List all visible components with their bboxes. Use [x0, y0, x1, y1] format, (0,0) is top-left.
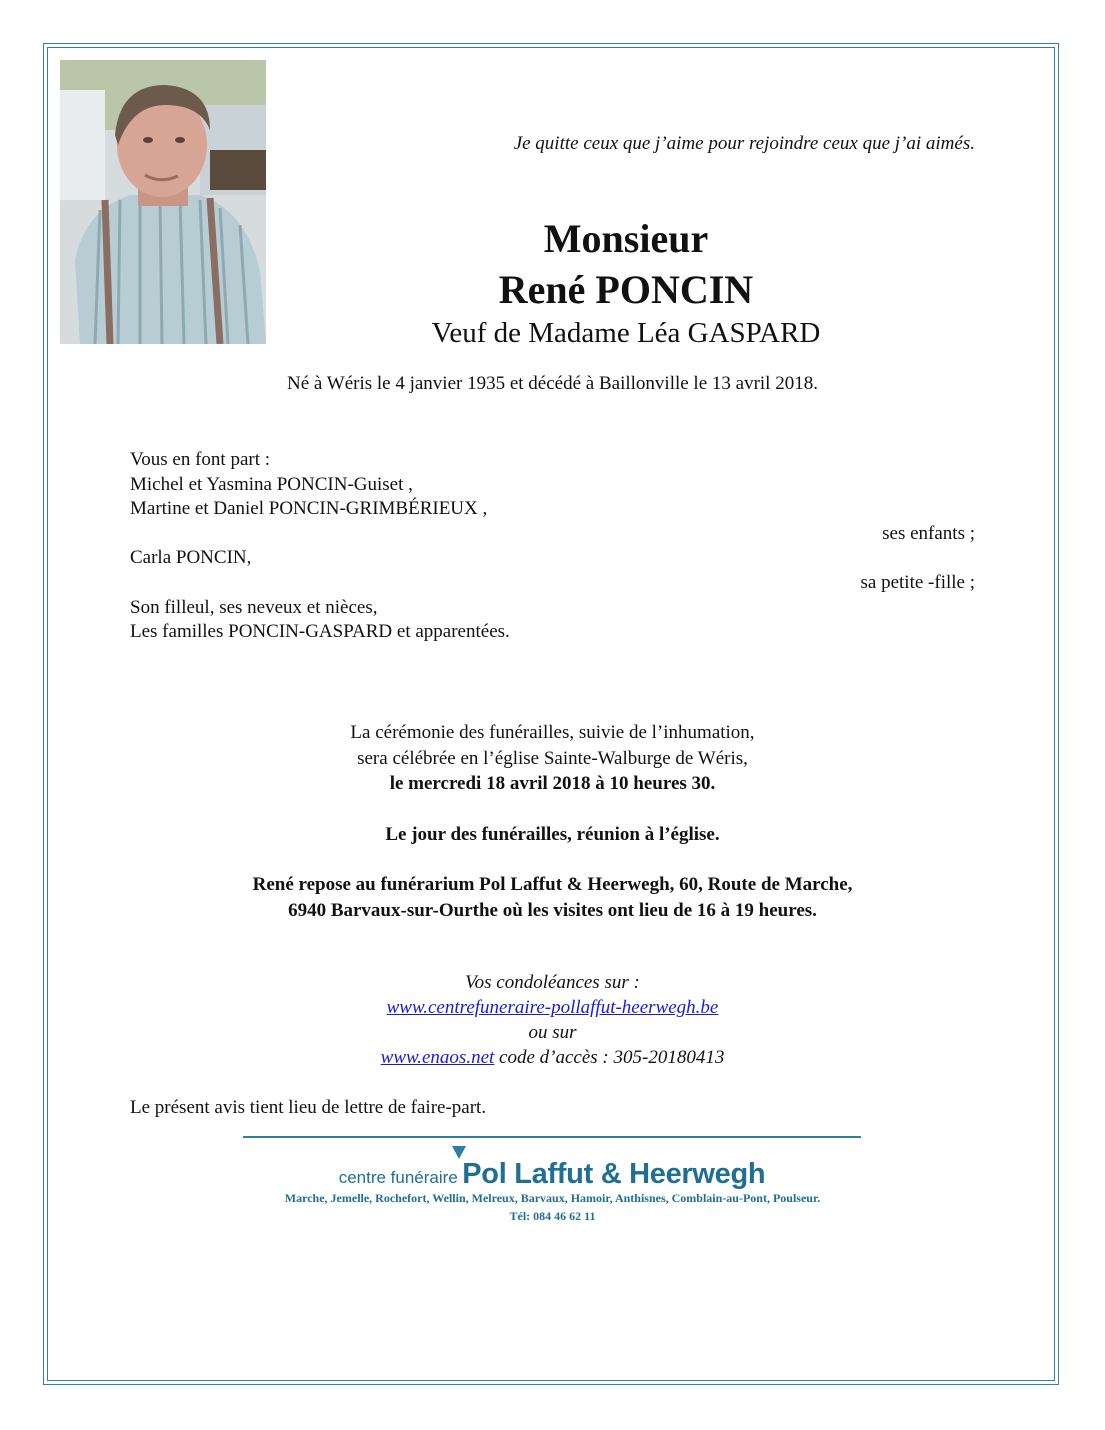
family-children-role: ses enfants ;: [882, 522, 975, 544]
family-others-1: Son filleul, ses neveux et nièces,: [130, 596, 378, 618]
logo-brand-text: Pol Laffut & Heerwegh: [462, 1158, 766, 1190]
portrait-photo: [60, 60, 266, 344]
footer-phone: Tél: 084 46 62 11: [509, 1209, 596, 1223]
condolences-intro: Vos condoléances sur :: [465, 972, 640, 993]
birth-death-line: Né à Wéris le 4 janvier 1935 et décédé à Baillonville le 13 avril 2018.: [287, 373, 818, 394]
title-name: René PONCIN: [498, 267, 754, 312]
ceremony-line-2: sera célébrée en l’église Sainte-Walburge de Wéris,: [357, 747, 748, 769]
footer-locations: Marche, Jemelle, Rochefort, Wellin, Melreux, Barvaux, Hamoir, Anthisnes, Comblain-au-Pont, Poulseur.: [284, 1191, 821, 1205]
funeral-center-logo: [243, 1158, 861, 1191]
condolences-link-enaos[interactable]: www.enaos.net: [380, 1047, 495, 1068]
logo-small-text: centre funéraire: [338, 1168, 458, 1187]
title-salutation: Monsieur: [543, 216, 709, 261]
family-others-2: Les familles PONCIN-GASPARD et apparentées.: [130, 621, 510, 643]
ceremony-gathering: Le jour des funérailles, réunion à l’église.: [385, 823, 720, 845]
ceremony-date: le mercredi 18 avril 2018 à 10 heures 30.: [389, 773, 716, 794]
widow-line: Veuf de Madame Léa GASPARD: [431, 317, 821, 349]
portrait-photo-graphic: [60, 60, 266, 344]
condolences-link-funeral-center[interactable]: www.centrefuneraire-pollaffut-heerwegh.be: [386, 997, 719, 1018]
family-children-2: Martine et Daniel PONCIN-GRIMBÉRIEUX ,: [130, 498, 488, 520]
footer-divider: [243, 1136, 861, 1138]
family-intro: Vous en font part :: [130, 449, 271, 470]
family-children-1: Michel et Yasmina PONCIN-Guiset ,: [130, 473, 413, 495]
ceremony-rest-2: 6940 Barvaux-sur-Ourthe où les visites ont lieu de 16 à 19 heures.: [288, 899, 817, 921]
condolences-access-code: code d’accès : 305-20180413: [494, 1047, 725, 1068]
epitaph-quote: Je quitte ceux que j’aime pour rejoindre ceux que j’ai aimés.: [513, 133, 975, 154]
family-grandchild: Carla PONCIN,: [130, 547, 252, 569]
ceremony-rest-1: René repose au funérarium Pol Laffut & Heerwegh, 60, Route de Marche,: [252, 874, 853, 895]
ceremony-details: [130, 720, 975, 923]
family-grandchild-role: sa petite -fille ;: [860, 571, 975, 593]
condolences-block: [130, 970, 975, 1070]
closing-note: Le présent avis tient lieu de lettre de faire-part.: [130, 1097, 487, 1118]
ceremony-line-1: La cérémonie des funérailles, suivie de l’inhumation,: [350, 722, 755, 743]
condolences-or: ou sur: [528, 1022, 577, 1043]
family-announcement: [130, 448, 975, 645]
